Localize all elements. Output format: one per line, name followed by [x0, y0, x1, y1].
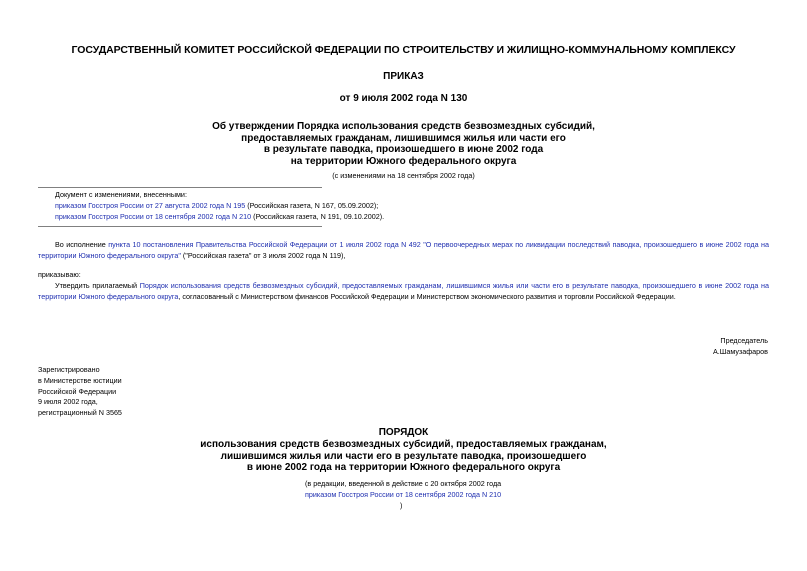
amendment-link-195[interactable]: приказом Госстроя России от 27 августа 2002 года N 195: [55, 200, 246, 210]
registration-block: [38, 365, 122, 419]
registration-line: Российской Федерации: [38, 386, 117, 396]
signature-block: [713, 336, 768, 358]
preamble-paragraph: [38, 240, 769, 262]
amendments-block: [55, 190, 384, 222]
approve-paragraph: [38, 281, 769, 303]
edition-close: ): [400, 501, 403, 510]
amendment-item: [55, 212, 384, 223]
preamble-suffix: ("Российская газета" от 3 июля 2002 года N 119),: [180, 250, 346, 260]
procedure-title-line: лишившимся жилья или части его в результате паводка, произошедшего: [220, 450, 587, 462]
registration-line: 9 июля 2002 года,: [38, 397, 98, 407]
registration-line: в Министерстве юстиции: [38, 375, 122, 385]
order-word: приказываю:: [38, 270, 81, 279]
order-title-line: на территории Южного федерального округа: [290, 155, 517, 167]
edition-note: (в редакции, введенной в действие с 20 октября 2002 года: [305, 479, 502, 488]
amendments-intro: Документ с изменениями, внесенными:: [55, 190, 187, 199]
approve-link-procedure[interactable]: Порядок использования средств безвозмездных субсидий, предоставляемых гражданам, лишившимся жилья или части его в результате паводка, произошедшего в июне 2002 года на территории Южного федерального округа: [38, 281, 770, 301]
order-title-line: предоставляемых гражданам, лишившимся жилья или части его: [241, 132, 566, 144]
procedure-heading: ПОРЯДОК: [378, 427, 429, 438]
signature-position: Председатель: [720, 336, 768, 345]
procedure-title-line: в июне 2002 года на территории Южного федерального округа: [246, 462, 561, 474]
amendment-source: (Российская газета, N 167, 05.09.2002);: [245, 200, 379, 210]
doc-date-number: от 9 июля 2002 года N 130: [339, 93, 468, 104]
procedure-title: [0, 439, 807, 474]
divider-top: [38, 187, 322, 188]
amendment-link-210[interactable]: приказом Госстроя России от 18 сентября 2002 года N 210: [55, 211, 252, 221]
registration-line: регистрационный N 3565: [38, 408, 122, 418]
amendment-source: (Российская газета, N 191, 09.10.2002).: [251, 211, 385, 221]
order-title-line: в результате паводка, произошедшего в июне 2002 года: [263, 144, 544, 156]
approve-suffix: , согласованный с Министерством финансов Российской Федерации и Министерством экономического развития и торговли Российской Федерации.: [178, 291, 676, 301]
divider-bottom: [38, 226, 322, 227]
changes-note: (с изменениями на 18 сентября 2002 года): [332, 171, 475, 180]
preamble-prefix: Во исполнение: [55, 240, 109, 249]
order-title: [0, 121, 807, 167]
procedure-title-line: использования средств безвозмездных субсидий, предоставляемых гражданам,: [200, 439, 607, 450]
approve-prefix: Утвердить прилагаемый: [55, 281, 140, 290]
amendment-item: [55, 201, 384, 212]
doc-type: ПРИКАЗ: [383, 71, 424, 82]
registration-line: Зарегистрировано: [38, 365, 100, 374]
committee-name: ГОСУДАРСТВЕННЫЙ КОМИТЕТ РОССИЙСКОЙ ФЕДЕРАЦИИ ПО СТРОИТЕЛЬСТВУ И ЖИЛИЩНО-КОММУНАЛЬНОМУ КОМПЛЕКСУ: [71, 44, 736, 56]
signature-name: А.Шамузафаров: [712, 346, 768, 356]
preamble-link-resolution-492[interactable]: пункта 10 постановления Правительства Российской Федерации от 1 июля 2002 года N 492 "О первоочередных мерах по ликвидации последствий паводка, произошедшего в июне 2002 года на территории Южного федерального округа": [38, 240, 769, 260]
edition-link-210[interactable]: приказом Госстроя России от 18 сентября 2002 года N 210: [305, 490, 502, 499]
order-title-line: Об утверждении Порядка использования средств безвозмездных субсидий,: [212, 121, 595, 132]
